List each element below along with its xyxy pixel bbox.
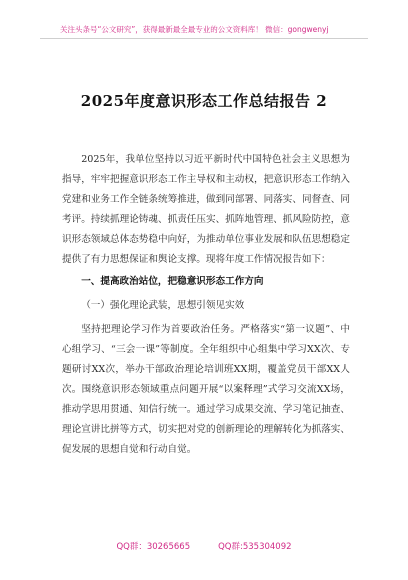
header-divider xyxy=(40,38,368,39)
section-heading: 一、提高政治站位，把稳意识形态工作方向 xyxy=(81,276,264,287)
document-title: 2025年度意识形态工作总结报告 2 xyxy=(80,92,328,110)
document-body xyxy=(62,150,350,460)
promo-banner: 关注头条号“公文研究”，获得最新最全最专业的公文资料库！ 微信：gongwenyj xyxy=(60,25,329,34)
subsection-heading: （一）强化理论武装，思想引领见实效 xyxy=(81,300,245,311)
footer-qq-group-1: QQ群：30265665 xyxy=(116,542,191,552)
intro-paragraph: 2025年，我单位坚持以习近平新时代中国特色社会主义思想为指导，牢牢把握意识形态工作主导权和主动权，把意识形态工作纳入党建和业务工作全链条统筹推进，做到同部署、同落实、同督查、同考评。持续抓理论铸魂、抓责任压实、抓阵地管理、抓风险防控，意识形态领域总体态势稳中向好，为推动单位事业发展和队伍思想稳定提供了有力思想保证和舆论支撑。现将年度工作情况报告如下： xyxy=(62,154,350,265)
footer-qq-group-2: QQ群:535304092 xyxy=(218,542,292,552)
subsection-paragraph: 坚持把理论学习作为首要政治任务。严格落实“第一议题”、中心组学习、“三会一课”等制度。全年组织中心组集中学习XX次、专题研讨XX次，举办干部政治理论培训班XX期，覆盖党员干部XX人次。围绕意识形态领域重点问题开展“以案释理”式学习交流XX场，推动学思用贯通、知信行统一。通过学习成果交流、学习笔记抽查、理论宣讲比拼等方式，切实把对党的创新理论的理解转化为抓落实、促发展的思想自觉和行动自觉。 xyxy=(62,324,350,455)
footer-contacts xyxy=(0,540,408,552)
